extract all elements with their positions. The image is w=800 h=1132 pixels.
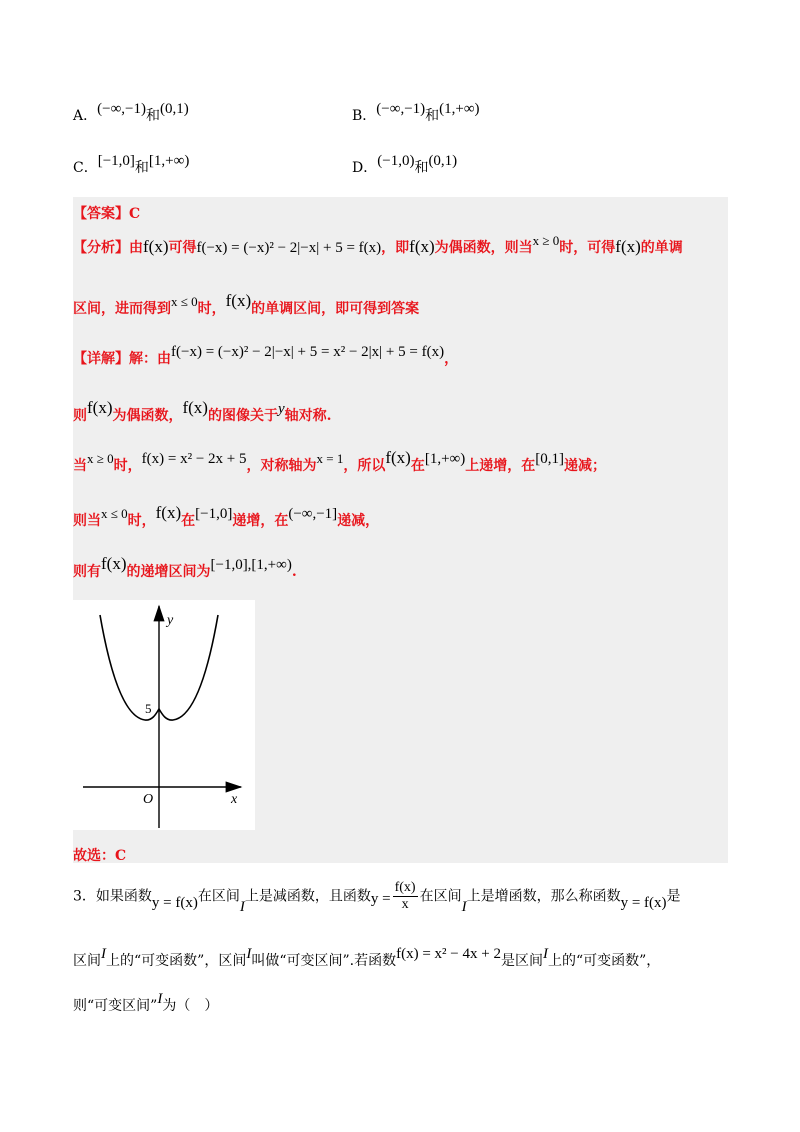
option-b[interactable]: B．(−∞,−1)和(1,+∞)	[352, 101, 480, 124]
choose-line: 故选：C	[73, 848, 127, 864]
detail-line-2: 则f(x)为偶函数，f(x)的图像关于y轴对称.	[73, 398, 332, 424]
function-graph	[73, 600, 255, 830]
x-axis-label: x	[231, 792, 238, 807]
analysis-line-1: 【分析】由f(x)可得f(−x) = (−x)² − 2|−x| + 5 = f(x)，即f(x)为偶函数，则当x ≥ 0时，可得f(x)的单调	[73, 233, 683, 256]
question-line-2: 区间I上的“可变函数”，区间I叫做“可变区间”.若函数f(x) = x² − 4x + 2是区间I上的“可变函数”，	[73, 946, 661, 969]
option-d[interactable]: D．(−1,0)和(0,1)	[352, 153, 458, 176]
origin-label: O	[143, 792, 154, 807]
fraction: $\frac{f(x)}{x}$	[394, 880, 416, 912]
question-line-3: 则“可变区间”I为（ ）	[73, 991, 219, 1014]
y-axis-label: y	[167, 613, 174, 628]
question-line-1: 3．如果函数y = f(x)在区间I上是减函数，且函数y = $\frac{f(x)}{x}$ 在区间I上是增函数，那么称函数y = f(x)是	[73, 880, 681, 915]
option-a[interactable]: A．(−∞,−1)和(0,1)	[73, 101, 189, 124]
detail-line-5: 则有f(x)的递增区间为[−1,0],[1,+∞).	[73, 554, 297, 580]
detail-line-3: 当x ≥ 0时，f(x) = x² − 2x + 5，对称轴为x = 1，所以f(x)在[1,+∞)上递增，在[0,1]递减；	[73, 448, 606, 474]
detail-line-4: 则当x ≤ 0时，f(x)在[−1,0]递增，在(−∞,−1]递减，	[73, 503, 380, 529]
graph-svg	[73, 600, 255, 830]
detail-line-1: 【详解】解：由f(−x) = (−x)² − 2|−x| + 5 = x² − 2|x| + 5 = f(x)，	[73, 344, 459, 367]
y-tick-5: 5	[145, 701, 152, 716]
answer-tag: 【答案】C	[73, 206, 141, 222]
option-c[interactable]: C．[−1,0]和[1,+∞)	[73, 153, 190, 176]
analysis-line-2: 区间，进而得到x ≤ 0时，f(x)的单调区间，即可得到答案	[73, 291, 420, 317]
